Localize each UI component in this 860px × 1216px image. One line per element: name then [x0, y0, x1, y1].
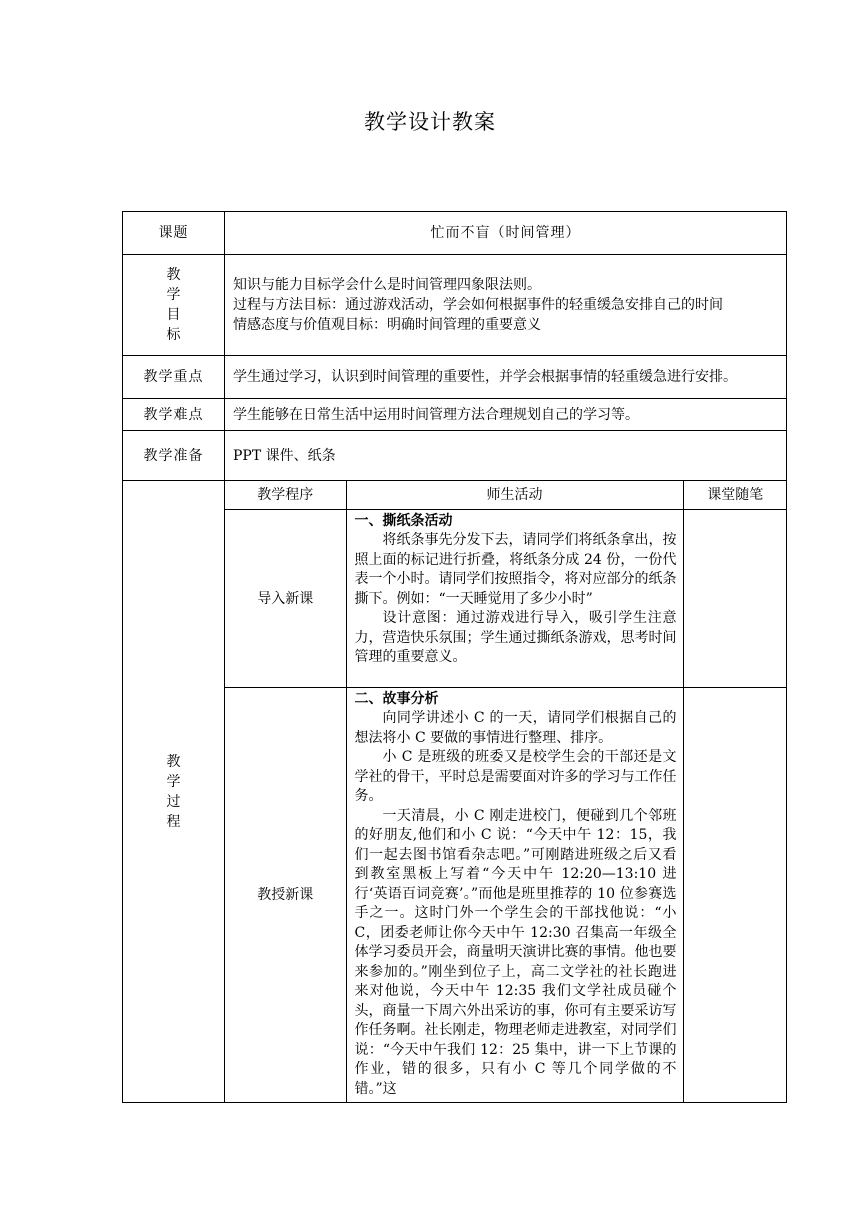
goals-label-char: 标 — [166, 327, 181, 343]
teach-paragraph: 向同学讲述小 C 的一天，请同学们根据自己的想法将小 C 要做的事情进行整理、排序。 — [354, 710, 677, 746]
goals-label-char: 目 — [166, 307, 181, 323]
notes-header: 课堂随笔 — [683, 481, 787, 510]
goals-label-char: 学 — [166, 287, 181, 303]
teach-row — [225, 688, 787, 1103]
intro-stage: 导入新课 — [225, 510, 346, 688]
process-row — [123, 481, 787, 1103]
process-label-char: 程 — [166, 813, 181, 830]
topic-row — [123, 212, 787, 255]
goals-row — [123, 255, 787, 356]
difficulties-label: 教学难点 — [123, 399, 225, 431]
intro-activity — [346, 510, 683, 688]
teach-paragraph: 一天清晨，小 C 刚走进校门，便碰到几个邻班的好朋友,他们和小 C 说：“今天中午 12：15，我们一起去图书馆看杂志吧。”可刚踏进班级之后又看到教室黑板上写着“今天中午 12:20—13:10 进行‘英语百词竞赛’。”而他是班里推荐的 10 位参赛选手之一。这时门外一个学生会的干部找他说：“小 C，团委老师让你今天中午 12:30 召集高一年级全体学习委员开会，商量明天演讲比赛的事情。他也要来参加的。”刚坐到位子上，高二文学社的社长跑进来对他说，今天中午 12:35 我们文学社成员碰个头，商量一下周六外出采访的事，你可有主要采访写作任务啊。社长刚走，物理老师走进教室，对同学们说：“今天中午我们 12：25 集中，讲一下上节课的作业，错的很多，只有小 C 等几个同学做的不错。”这 — [354, 807, 677, 1097]
process-header-row — [225, 481, 787, 510]
activity-header: 师生活动 — [346, 481, 683, 510]
process-label-char: 过 — [166, 793, 181, 810]
teach-activity — [346, 688, 683, 1103]
lesson-plan-table — [122, 211, 787, 1103]
teach-section-title: 二、故事分析 — [354, 691, 439, 707]
intro-row — [225, 510, 787, 688]
key-points-value: 学生通过学习，认识到时间管理的重要性，并学会根据事情的轻重缓急进行安排。 — [225, 356, 787, 399]
goal-line: 知识与能力目标学会什么是时间管理四象限法则。 — [233, 277, 541, 293]
teach-stage: 教授新课 — [225, 688, 346, 1103]
key-points-label: 教学重点 — [123, 356, 225, 399]
topic-label: 课题 — [123, 212, 225, 255]
process-table — [225, 481, 787, 1102]
procedure-header: 教学程序 — [225, 481, 346, 510]
topic-value: 忙而不盲（时间管理） — [225, 212, 787, 255]
goals-label — [123, 255, 225, 356]
intro-notes — [683, 510, 787, 688]
difficulties-value: 学生能够在日常生活中运用时间管理方法合理规划自己的学习等。 — [225, 399, 787, 431]
preparation-value: PPT 课件、纸条 — [225, 431, 787, 481]
process-label — [123, 481, 225, 1103]
preparation-label: 教学准备 — [123, 431, 225, 481]
process-label-char: 教 — [166, 753, 181, 770]
goal-line: 情感态度与价值观目标：明确时间管理的重要意义 — [233, 317, 541, 333]
preparation-row — [123, 431, 787, 481]
goal-line: 过程与方法目标：通过游戏活动，学会如何根据事件的轻重缓急安排自己的时间 — [233, 297, 723, 313]
teach-activity-content — [355, 690, 677, 1102]
process-label-char: 学 — [166, 773, 181, 790]
key-points-row — [123, 356, 787, 399]
intro-paragraph: 设计意图：通过游戏进行导入，吸引学生注意力，营造快乐氛围；学生通过撕纸条游戏，思考时间管理的重要意义。 — [354, 610, 677, 665]
difficulties-row — [123, 399, 787, 431]
intro-paragraph: 将纸条事先分发下去，请同学们将纸条拿出，按照上面的标记进行折叠，将纸条分成 24 份，一份代表一个小时。请同学们按照指令，将对应部分的纸条撕下。例如：“一天睡觉用了多少小时” — [354, 532, 677, 607]
intro-section-title: 一、撕纸条活动 — [354, 513, 453, 529]
goals-label-char: 教 — [166, 267, 181, 283]
process-container — [225, 481, 787, 1103]
teach-notes — [683, 688, 787, 1103]
goals-value — [225, 255, 787, 356]
page-title: 教学设计教案 — [364, 110, 496, 134]
teach-paragraph: 小 C 是班级的班委又是校学生会的干部还是文学社的骨干，平时总是需要面对许多的学习与工作任务。 — [354, 749, 677, 804]
